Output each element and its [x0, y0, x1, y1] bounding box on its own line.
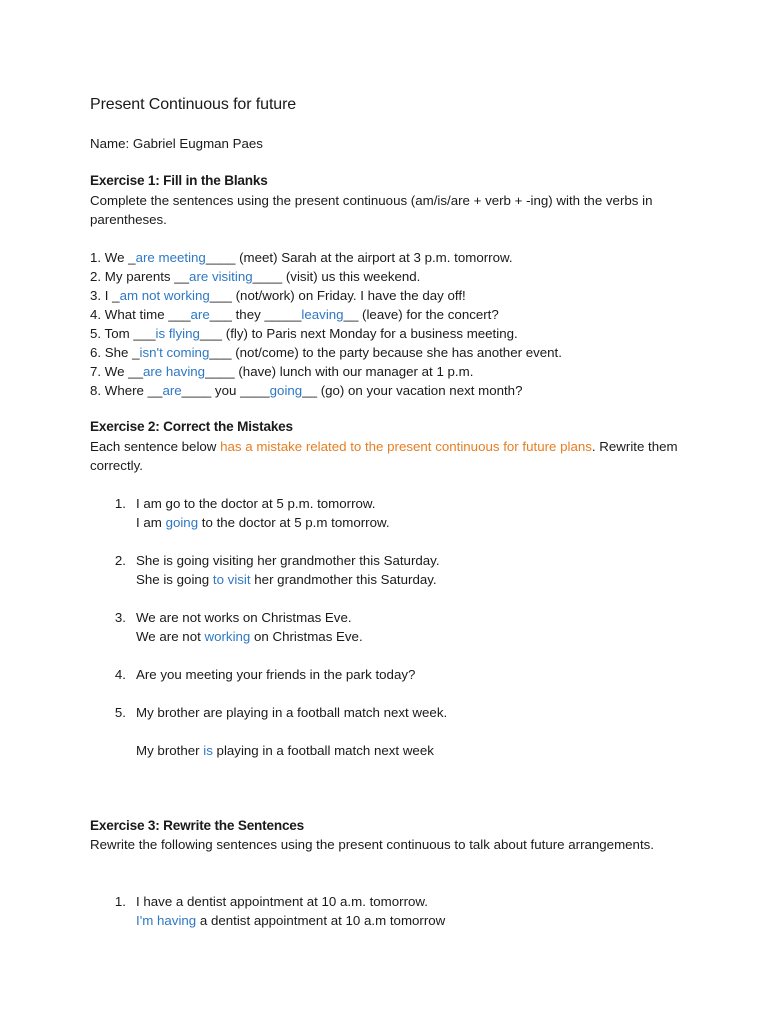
exercise-1-item: 7. We __are having____ (have) lunch with our manager at 1 p.m.	[90, 364, 474, 379]
answer-text: leaving	[301, 307, 344, 322]
name-line: Name: Gabriel Eugman Paes	[90, 136, 263, 151]
answer-text: is flying	[155, 326, 200, 341]
highlighted-text: has a mistake related to the present continuous for future plans	[220, 439, 592, 454]
exercise-1-heading: Exercise 1: Fill in the Blanks	[90, 173, 268, 188]
answer-text: going	[165, 515, 199, 530]
exercise-2-heading: Exercise 2: Correct the Mistakes	[90, 419, 293, 434]
exercise-1-instructions: Complete the sentences using the present continuous (am/is/are + verb + -ing) with the verbs in parentheses.	[90, 193, 653, 227]
page-title: Present Continuous for future	[90, 96, 297, 113]
answer-text: am not working	[119, 288, 210, 303]
exercise-3-instructions: Rewrite the following sentences using the present continuous to talk about future arrangements.	[90, 837, 654, 852]
answer-text: to visit	[212, 572, 251, 587]
answer-text: is	[203, 743, 213, 758]
answer-text: are	[162, 383, 182, 398]
exercise-1-item: 4. What time ___are___ they _____leaving__ (leave) for the concert?	[90, 307, 499, 322]
exercise-3-heading: Exercise 3: Rewrite the Sentences	[90, 818, 305, 833]
exercise-1-list	[90, 248, 683, 400]
answer-text: are	[190, 307, 210, 322]
exercise-1-item: 1. We _are meeting____ (meet) Sarah at the airport at 3 p.m. tomorrow.	[90, 250, 513, 265]
exercise-1-item: 5. Tom ___is flying___ (fly) to Paris next Monday for a business meeting.	[90, 326, 518, 341]
answer-text: are having	[142, 364, 206, 379]
exercise-1-item: 8. Where __are____ you ____going__ (go) on your vacation next month?	[90, 383, 523, 398]
answer-text: isn't coming	[139, 345, 210, 360]
document-page: Present Continuous for future Name: Gabriel Eugman Paes Exercise 1: Fill in the Blanks Complete the sentences using the present continuous (am/is/are + verb + -ing) with the verbs in parentheses. 1. We _are meeting____ (meet) Sarah at the airport at 3 p.m. tomorrow. 2. My parents __are visiting____ (visit) us this weekend. 3. I _am not working___ (not/work) on Friday. I have the day off! 4. What time ___are___ they _____leaving__ (leave) for the concert? 5. Tom ___is flying___ (fly) to Paris next Monday for a business meeting. 6. She _isn't coming___ (not/come) to the party because she has another event. 7. We __are having____ (have) lunch with our manager at 1 p.m. 8. Where __are____ you ____going__ (go) on your vacation next month? Exercise 2: Correct the Mistakes Each sentence below has a mistake related to the present continuous for future plans. Rewrite them correctly. 1. I am go to the doctor at 5 p.m. tomorrow. I am going to the doctor at 5 p.m tomorrow. 2. She is going visiting her grandmother this Saturday. She is going to visit her grandmother this Saturday. 3. We are not works on Christmas Eve. We are not working on Christmas Eve. 4. Are you meeting your friends in the park today? 5. My brother are playing in a football match next week. My brother is playing in a football match next week Exercise 3: Rewrite the Sentences Rewrite the following sentences using the present continuous to talk about future arrangements. 1. I have a dentist appointment at 10 a.m. tomorrow. I'm having a dentist appointment at 10 a.m tomorrow	[0, 0, 768, 1024]
exercise-2-intro: Each sentence below has a mistake related to the present continuous for future plans. Rewrite them correctly.	[90, 439, 678, 473]
exercise-1-item: 3. I _am not working___ (not/work) on Friday. I have the day off!	[90, 288, 466, 303]
answer-text: going	[269, 383, 303, 398]
answer-text: working	[204, 629, 251, 644]
exercise-1-item: 2. My parents __are visiting____ (visit) us this weekend.	[90, 269, 421, 284]
answer-text: I'm having	[136, 913, 197, 928]
exercise-1-item: 6. She _isn't coming___ (not/come) to the party because she has another event.	[90, 345, 562, 360]
answer-text: are meeting	[135, 250, 206, 265]
answer-text: are visiting	[189, 269, 253, 284]
